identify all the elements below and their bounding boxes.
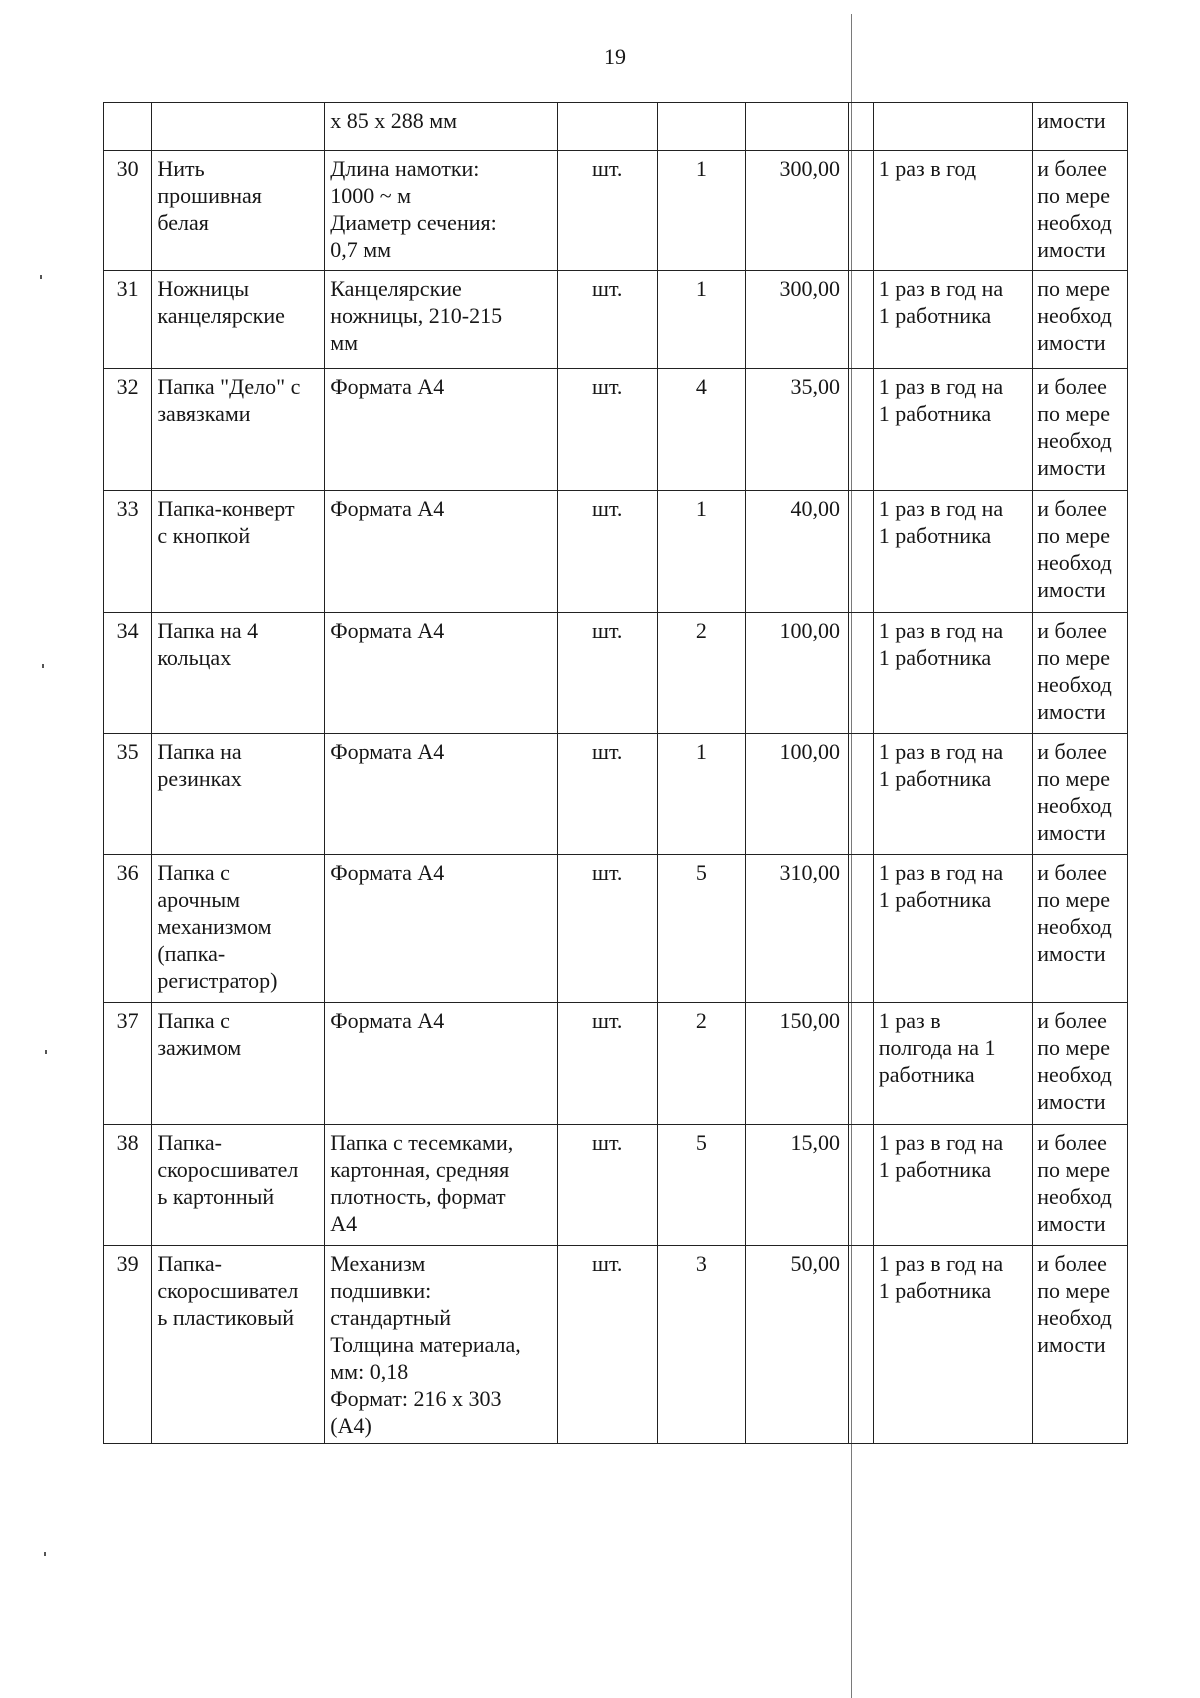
frequency-cell xyxy=(873,613,1033,734)
frequency-cell-line: 1 работника xyxy=(878,523,992,548)
note-cell-line: и более xyxy=(1037,860,1107,885)
quantity-cell: 1 xyxy=(657,151,746,271)
item-name-cell-line: регистратор) xyxy=(157,968,278,993)
note-cell-line: по мере xyxy=(1037,276,1110,301)
note-cell xyxy=(1033,1246,1128,1444)
specification-cell-line: Механизм xyxy=(330,1251,426,1276)
note-cell xyxy=(1033,855,1128,1003)
specification-cell-line: Папка с тесемками, xyxy=(330,1130,514,1155)
specification-cell xyxy=(325,1246,558,1444)
frequency-cell xyxy=(873,1246,1033,1444)
quantity-cell xyxy=(657,103,746,151)
note-cell-line: необход xyxy=(1037,1062,1112,1087)
unit-cell xyxy=(557,103,657,151)
frequency-cell-line: 1 раз в год на xyxy=(878,496,1004,521)
price-cell: 310,00 xyxy=(746,855,849,1003)
scan-speck xyxy=(45,1050,47,1054)
frequency-cell-line: 1 работника xyxy=(878,303,992,328)
table-row xyxy=(104,1003,1128,1125)
item-name-cell-line: механизмом xyxy=(157,914,272,939)
specification-cell-line: (А4) xyxy=(330,1413,372,1438)
note-cell-line: необход xyxy=(1037,793,1112,818)
frequency-cell-line: работника xyxy=(878,1062,975,1087)
row-number-cell: 36 xyxy=(104,855,152,1003)
price-cell xyxy=(746,103,849,151)
note-cell xyxy=(1033,271,1128,369)
table-row xyxy=(104,613,1128,734)
note-cell-line: по мере xyxy=(1037,1035,1110,1060)
frequency-cell-line: 1 работника xyxy=(878,887,992,912)
table-row xyxy=(104,271,1128,369)
item-name-cell-line: ь картонный xyxy=(157,1184,275,1209)
scan-speck xyxy=(40,275,42,279)
note-cell-line: по мере xyxy=(1037,645,1110,670)
unit-cell: шт. xyxy=(557,613,657,734)
frequency-cell xyxy=(873,734,1033,855)
item-name-cell xyxy=(152,103,325,151)
table-row xyxy=(104,734,1128,855)
note-cell-line: и более xyxy=(1037,1130,1107,1155)
row-number-cell: 35 xyxy=(104,734,152,855)
row-number-cell: 32 xyxy=(104,369,152,491)
frequency-cell-line: 1 работника xyxy=(878,1278,992,1303)
specification-cell-line: подшивки: xyxy=(330,1278,432,1303)
item-name-cell xyxy=(152,491,325,613)
note-cell xyxy=(1033,1125,1128,1246)
table-row xyxy=(104,491,1128,613)
quantity-cell: 1 xyxy=(657,271,746,369)
row-number-cell: 39 xyxy=(104,1246,152,1444)
specification-cell-line: 1000 ~ м xyxy=(330,183,412,208)
specification-cell-line: х 85 х 288 мм xyxy=(330,108,458,133)
note-cell-line: имости xyxy=(1037,237,1106,262)
spacer-cell xyxy=(849,103,874,151)
frequency-cell-line: 1 раз в год xyxy=(878,156,977,181)
item-name-cell xyxy=(152,369,325,491)
note-cell-line: имости xyxy=(1037,1089,1106,1114)
note-cell-line: необход xyxy=(1037,550,1112,575)
item-name-cell-line: скоросшивател xyxy=(157,1278,299,1303)
note-cell-line: по мере xyxy=(1037,523,1110,548)
item-name-cell-line: Папка на xyxy=(157,739,242,764)
row-number-cell: 34 xyxy=(104,613,152,734)
note-cell-line: необход xyxy=(1037,428,1112,453)
frequency-cell xyxy=(873,271,1033,369)
note-cell-line: необход xyxy=(1037,210,1112,235)
note-cell-line: и более xyxy=(1037,156,1107,181)
table-row xyxy=(104,1125,1128,1246)
specification-cell-line: плотность, формат xyxy=(330,1184,506,1209)
frequency-cell-line: 1 раз в xyxy=(878,1008,941,1033)
specification-cell-line: Длина намотки: xyxy=(330,156,480,181)
quantity-cell: 5 xyxy=(657,855,746,1003)
price-cell: 100,00 xyxy=(746,613,849,734)
note-cell-line: необход xyxy=(1037,672,1112,697)
item-name-cell-line: канцелярские xyxy=(157,303,285,328)
note-cell-line: необход xyxy=(1037,303,1112,328)
unit-cell: шт. xyxy=(557,271,657,369)
spacer-cell xyxy=(849,1125,874,1246)
note-cell-line: имости xyxy=(1037,941,1106,966)
scan-speck xyxy=(42,664,44,668)
row-number-cell: 37 xyxy=(104,1003,152,1125)
spacer-cell xyxy=(849,734,874,855)
note-cell-line: по мере xyxy=(1037,1157,1110,1182)
item-name-cell-line: резинках xyxy=(157,766,242,791)
note-cell-line: и более xyxy=(1037,496,1107,521)
frequency-cell-line: 1 работника xyxy=(878,1157,992,1182)
note-cell xyxy=(1033,1003,1128,1125)
page-number: 19 xyxy=(604,44,626,69)
item-name-cell xyxy=(152,734,325,855)
specification-cell-line: Формата А4 xyxy=(330,860,445,885)
note-cell-line: и более xyxy=(1037,1251,1107,1276)
table-row xyxy=(104,855,1128,1003)
spacer-cell xyxy=(849,613,874,734)
item-name-cell-line: Папка с xyxy=(157,1008,230,1033)
item-name-cell-line: прошивная xyxy=(157,183,262,208)
note-cell-line: и более xyxy=(1037,374,1107,399)
specification-cell-line: мм xyxy=(330,330,359,355)
item-name-cell-line: Папка на 4 xyxy=(157,618,259,643)
table-row xyxy=(104,103,1128,151)
item-name-cell-line: (папка- xyxy=(157,941,226,966)
frequency-cell-line: 1 раз в год на xyxy=(878,860,1004,885)
price-cell: 150,00 xyxy=(746,1003,849,1125)
item-name-cell-line: ь пластиковый xyxy=(157,1305,295,1330)
specification-cell xyxy=(325,855,558,1003)
specification-cell-line: Формата А4 xyxy=(330,496,445,521)
note-cell xyxy=(1033,103,1128,151)
unit-cell: шт. xyxy=(557,1003,657,1125)
unit-cell: шт. xyxy=(557,369,657,491)
item-name-cell xyxy=(152,1003,325,1125)
note-cell-line: необход xyxy=(1037,914,1112,939)
specification-cell xyxy=(325,271,558,369)
quantity-cell: 1 xyxy=(657,491,746,613)
quantity-cell: 3 xyxy=(657,1246,746,1444)
specification-cell xyxy=(325,613,558,734)
price-cell: 40,00 xyxy=(746,491,849,613)
row-number-cell: 30 xyxy=(104,151,152,271)
item-name-cell-line: скоросшивател xyxy=(157,1157,299,1182)
item-name-cell xyxy=(152,613,325,734)
specification-cell-line: стандартный xyxy=(330,1305,452,1330)
item-name-cell-line: Нить xyxy=(157,156,205,181)
frequency-cell-line: 1 работника xyxy=(878,645,992,670)
item-name-cell-line: с кнопкой xyxy=(157,523,251,548)
spacer-cell xyxy=(849,271,874,369)
item-name-cell-line: арочным xyxy=(157,887,241,912)
price-cell: 300,00 xyxy=(746,151,849,271)
row-number-cell: 38 xyxy=(104,1125,152,1246)
specification-cell-line: Канцелярские xyxy=(330,276,462,301)
frequency-cell xyxy=(873,491,1033,613)
frequency-cell xyxy=(873,855,1033,1003)
spacer-cell xyxy=(849,855,874,1003)
price-cell: 50,00 xyxy=(746,1246,849,1444)
frequency-cell-line: 1 раз в год на xyxy=(878,276,1004,301)
item-name-cell-line: Папка с xyxy=(157,860,230,885)
specification-cell xyxy=(325,103,558,151)
item-name-cell-line: Ножницы xyxy=(157,276,250,301)
specification-cell-line: Формата А4 xyxy=(330,618,445,643)
note-cell-line: имости xyxy=(1037,577,1106,602)
note-cell-line: имости xyxy=(1037,699,1106,724)
item-name-cell-line: Папка "Дело" с xyxy=(157,374,301,399)
note-cell xyxy=(1033,613,1128,734)
frequency-cell xyxy=(873,151,1033,271)
item-name-cell xyxy=(152,855,325,1003)
item-name-cell-line: Папка-конверт xyxy=(157,496,295,521)
specification-cell-line: картонная, средняя xyxy=(330,1157,510,1182)
specification-cell-line: Толщина материала, xyxy=(330,1332,521,1357)
quantity-cell: 5 xyxy=(657,1125,746,1246)
frequency-cell-line: 1 раз в год на xyxy=(878,1130,1004,1155)
item-name-cell-line: белая xyxy=(157,210,209,235)
item-name-cell-line: Папка- xyxy=(157,1251,222,1276)
note-cell-line: по мере xyxy=(1037,401,1110,426)
note-cell-line: имости xyxy=(1037,330,1106,355)
note-cell-line: имости xyxy=(1037,1211,1106,1236)
records-table xyxy=(103,102,1128,1444)
note-cell-line: и более xyxy=(1037,739,1107,764)
specification-cell xyxy=(325,151,558,271)
frequency-cell-line: 1 работника xyxy=(878,766,992,791)
quantity-cell: 4 xyxy=(657,369,746,491)
item-name-cell-line: кольцах xyxy=(157,645,232,670)
item-name-cell xyxy=(152,1246,325,1444)
table-row xyxy=(104,1246,1128,1444)
quantity-cell: 1 xyxy=(657,734,746,855)
note-cell xyxy=(1033,369,1128,491)
specification-cell xyxy=(325,1003,558,1125)
specification-cell xyxy=(325,491,558,613)
spacer-cell xyxy=(849,491,874,613)
table-row xyxy=(104,369,1128,491)
frequency-cell-line: 1 раз в год на xyxy=(878,739,1004,764)
row-number-cell: 33 xyxy=(104,491,152,613)
note-cell xyxy=(1033,151,1128,271)
spacer-cell xyxy=(849,1003,874,1125)
row-number-cell xyxy=(104,103,152,151)
unit-cell: шт. xyxy=(557,855,657,1003)
price-cell: 300,00 xyxy=(746,271,849,369)
specification-cell-line: 0,7 мм xyxy=(330,237,392,262)
scan-speck xyxy=(44,1552,46,1556)
note-cell-line: необход xyxy=(1037,1184,1112,1209)
item-name-cell-line: зажимом xyxy=(157,1035,242,1060)
note-cell-line: и более xyxy=(1037,618,1107,643)
table-row xyxy=(104,151,1128,271)
spacer-cell xyxy=(849,369,874,491)
item-name-cell xyxy=(152,1125,325,1246)
specification-cell-line: Формата А4 xyxy=(330,1008,445,1033)
note-cell-line: имости xyxy=(1037,820,1106,845)
specification-cell xyxy=(325,369,558,491)
records-table-body xyxy=(104,103,1128,1444)
note-cell xyxy=(1033,491,1128,613)
specification-cell-line: А4 xyxy=(330,1211,358,1236)
specification-cell-line: Формат: 216 х 303 xyxy=(330,1386,502,1411)
note-cell-line: по мере xyxy=(1037,183,1110,208)
frequency-cell xyxy=(873,1125,1033,1246)
quantity-cell: 2 xyxy=(657,613,746,734)
item-name-cell xyxy=(152,151,325,271)
note-cell-line: по мере xyxy=(1037,766,1110,791)
unit-cell: шт. xyxy=(557,1246,657,1444)
note-cell xyxy=(1033,734,1128,855)
frequency-cell-line: 1 раз в год на xyxy=(878,1251,1004,1276)
specification-cell-line: Диаметр сечения: xyxy=(330,210,497,235)
item-name-cell xyxy=(152,271,325,369)
note-cell-line: по мере xyxy=(1037,887,1110,912)
quantity-cell: 2 xyxy=(657,1003,746,1125)
note-cell-line: по мере xyxy=(1037,1278,1110,1303)
specification-cell xyxy=(325,1125,558,1246)
unit-cell: шт. xyxy=(557,734,657,855)
item-name-cell-line: завязками xyxy=(157,401,251,426)
frequency-cell-line: полгода на 1 xyxy=(878,1035,996,1060)
unit-cell: шт. xyxy=(557,151,657,271)
price-cell: 100,00 xyxy=(746,734,849,855)
note-cell-line: необход xyxy=(1037,1305,1112,1330)
specification-cell-line: ножницы, 210-215 xyxy=(330,303,503,328)
row-number-cell: 31 xyxy=(104,271,152,369)
price-cell: 35,00 xyxy=(746,369,849,491)
specification-cell-line: Формата А4 xyxy=(330,374,445,399)
spacer-cell xyxy=(849,1246,874,1444)
note-cell-line: имости xyxy=(1037,108,1106,133)
frequency-cell xyxy=(873,369,1033,491)
frequency-cell xyxy=(873,103,1033,151)
frequency-cell-line: 1 раз в год на xyxy=(878,374,1004,399)
price-cell: 15,00 xyxy=(746,1125,849,1246)
frequency-cell xyxy=(873,1003,1033,1125)
specification-cell-line: Формата А4 xyxy=(330,739,445,764)
specification-cell xyxy=(325,734,558,855)
frequency-cell-line: 1 раз в год на xyxy=(878,618,1004,643)
note-cell-line: и более xyxy=(1037,1008,1107,1033)
note-cell-line: имости xyxy=(1037,455,1106,480)
note-cell-line: имости xyxy=(1037,1332,1106,1357)
specification-cell-line: мм: 0,18 xyxy=(330,1359,409,1384)
item-name-cell-line: Папка- xyxy=(157,1130,222,1155)
unit-cell: шт. xyxy=(557,491,657,613)
frequency-cell-line: 1 работника xyxy=(878,401,992,426)
spacer-cell xyxy=(849,151,874,271)
unit-cell: шт. xyxy=(557,1125,657,1246)
